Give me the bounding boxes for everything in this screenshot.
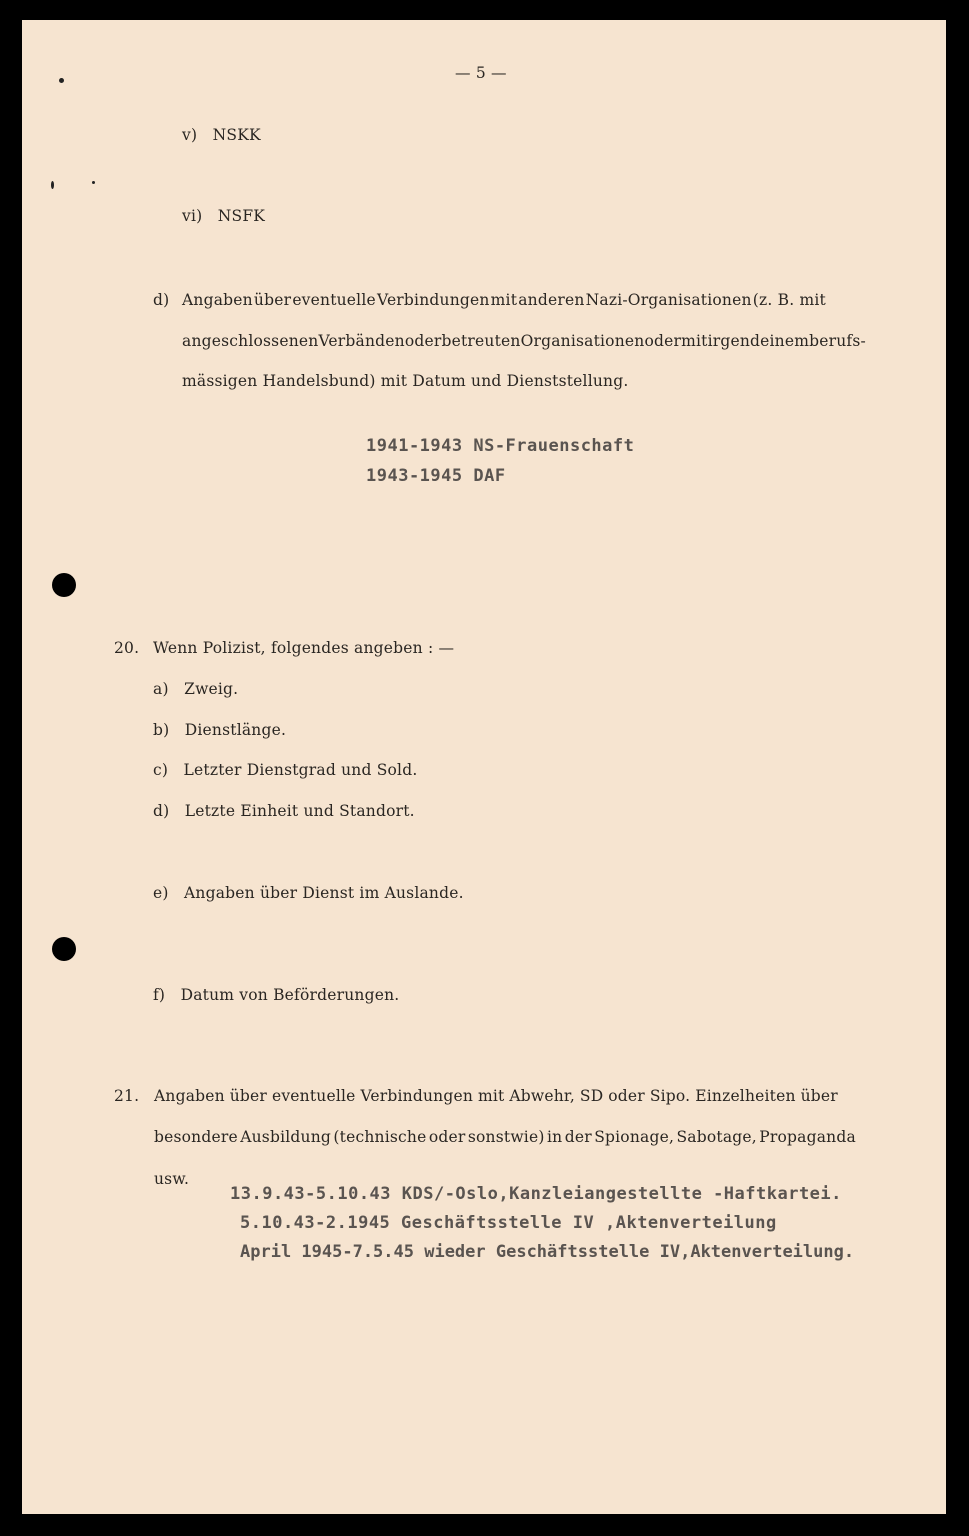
word: angeschlossenen: [182, 332, 319, 350]
word: Einzelheiten: [695, 1087, 796, 1105]
list-item: [153, 802, 415, 820]
typed-answer: 1941-1943 NS-Frauenschaft: [366, 436, 635, 456]
word: (technische: [333, 1128, 427, 1146]
item-marker: f): [153, 986, 166, 1004]
q21-line-1: [154, 1087, 838, 1105]
margin-mark: [59, 78, 64, 83]
word: oder: [608, 1087, 645, 1105]
item-marker: c): [153, 761, 169, 779]
word: (z. B. mit: [752, 291, 826, 309]
word: Verbänden: [318, 332, 405, 350]
word: Ausbildung: [240, 1128, 332, 1146]
word: anderen: [518, 291, 585, 309]
word: der: [564, 1128, 592, 1146]
word: berufs-: [809, 332, 866, 350]
item-d-line-2: [182, 332, 866, 350]
word: eventuelle: [271, 1087, 356, 1105]
word: Verbindungen: [360, 1087, 474, 1105]
word: in: [546, 1128, 563, 1146]
q21-line-3: usw.: [154, 1170, 190, 1188]
item-marker: b): [153, 721, 170, 739]
word: über: [229, 1087, 268, 1105]
item-d-line-3: mässigen Handelsbund) mit Datum und Dienststellung.: [182, 372, 629, 390]
item-label: Angaben über Dienst im Auslande.: [184, 884, 464, 902]
question-number: 21.: [114, 1087, 140, 1105]
item-marker: vi): [182, 207, 203, 225]
word: oder: [644, 332, 682, 350]
word: Spionage,: [594, 1128, 675, 1146]
question-text: Wenn Polizist, folgendes angeben : —: [153, 639, 455, 657]
word: irgendeinem: [707, 332, 810, 350]
word: Propaganda: [759, 1128, 856, 1146]
page-number: — 5 —: [455, 64, 507, 82]
word: Angaben: [154, 1087, 225, 1105]
typed-answer: 5.10.43-2.1945 Geschäftsstelle IV ,Aktenverteilung: [240, 1213, 777, 1233]
word: über: [253, 291, 292, 309]
list-item: [153, 680, 238, 698]
item-label: Zweig.: [184, 680, 239, 698]
word: Angaben: [182, 291, 253, 309]
item-marker: a): [153, 680, 169, 698]
item-label: Letzter Dienstgrad und Sold.: [183, 761, 418, 779]
word: betreuten: [441, 332, 521, 350]
list-item: [153, 986, 399, 1004]
typed-answer: 13.9.43-5.10.43 KDS/-Oslo,Kanzleiangestellte -Haftkartei.: [230, 1184, 842, 1204]
item-marker: e): [153, 884, 169, 902]
margin-mark: [51, 181, 54, 189]
word: Nazi-Organisationen: [585, 291, 752, 309]
list-item: [153, 721, 286, 739]
item-label: Datum von Beförderungen.: [180, 986, 400, 1004]
list-item: [182, 207, 265, 225]
word: Abwehr,: [509, 1087, 575, 1105]
item-label: NSFK: [217, 207, 266, 225]
word: Sipo.: [649, 1087, 691, 1105]
item-marker: d): [153, 802, 170, 820]
item-label: NSKK: [212, 126, 261, 144]
word: oder: [428, 1128, 466, 1146]
word: mit: [477, 1087, 505, 1105]
word: über: [800, 1087, 838, 1105]
margin-mark: [92, 181, 95, 184]
word: sonstwie): [467, 1128, 545, 1146]
typed-answer: April 1945-7.5.45 wieder Geschäftsstelle IV,Aktenverteilung.: [240, 1242, 855, 1262]
item-marker: v): [182, 126, 198, 144]
item-marker: d): [153, 291, 170, 309]
question-number: 20.: [114, 639, 140, 657]
item-label: Dienstlänge.: [184, 721, 287, 739]
typed-answer: 1943-1945 DAF: [366, 466, 506, 486]
list-item: [153, 761, 417, 779]
punch-hole-top: [52, 573, 76, 597]
word: eventuelle: [292, 291, 376, 309]
word: mit: [681, 332, 708, 350]
word: Verbindungen: [376, 291, 490, 309]
word: mit: [490, 291, 518, 309]
word: Sabotage,: [676, 1128, 757, 1146]
item-d-line-1: [182, 291, 826, 309]
list-item: [182, 126, 261, 144]
word: SD: [579, 1087, 604, 1105]
punch-hole-bottom: [52, 937, 76, 961]
list-item: [153, 884, 464, 902]
word: oder: [404, 332, 442, 350]
item-label: Letzte Einheit und Standort.: [184, 802, 415, 820]
word: besondere: [154, 1128, 238, 1146]
word: Organisationen: [520, 332, 645, 350]
q21-line-2: [154, 1128, 856, 1146]
